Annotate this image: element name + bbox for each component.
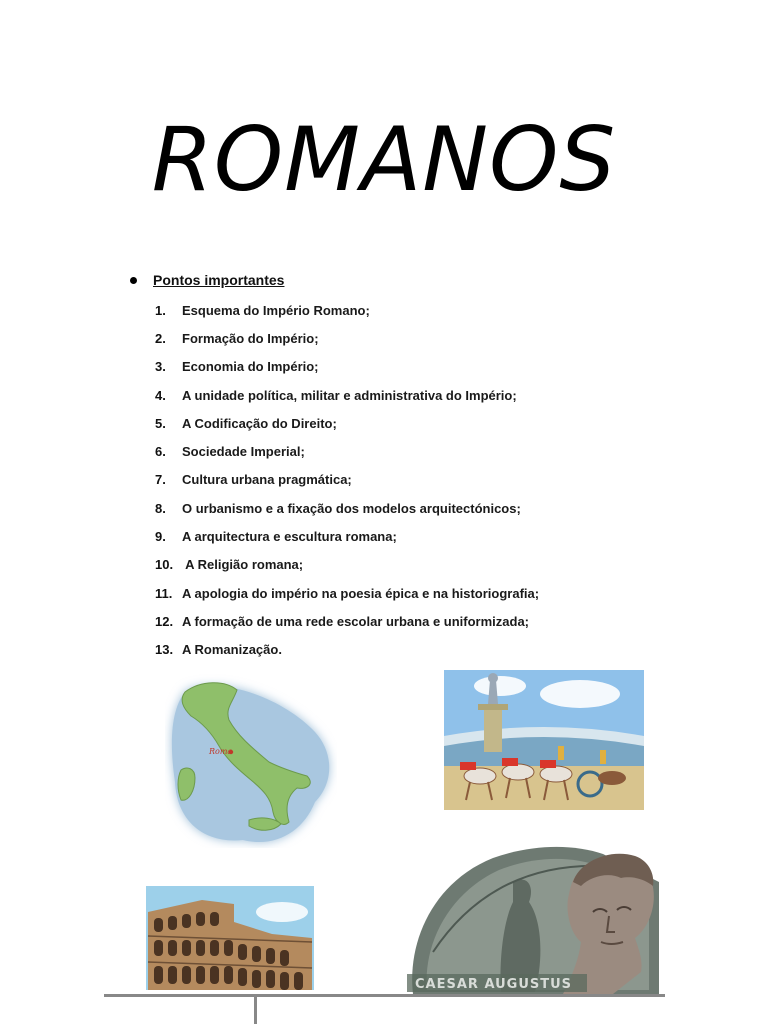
item-text: O urbanismo e a fixação dos modelos arquitectónicos; [182,500,521,516]
caesar-augustus-coin-image [403,842,659,994]
item-text: A formação de uma rede escolar urbana e uniformizada; [182,613,530,629]
topics-list [155,296,539,664]
list-item [155,296,539,324]
item-number: 13. [155,642,174,658]
item-number: 7. [155,472,166,488]
list-item [155,522,539,550]
map-label: Roma [209,747,233,756]
item-text: Esquema do Império Romano; [182,302,370,318]
list-item [155,466,539,494]
item-text: A unidade política, militar e administrativa do Império; [182,387,517,403]
list-item [155,353,539,381]
list-item [155,409,539,437]
item-number: 6. [155,444,166,460]
item-number: 12. [155,613,174,629]
section-bullet [130,272,284,288]
item-text: A Romanização. [182,642,282,658]
list-item [155,381,539,409]
list-item [155,636,539,664]
item-text: Formação do Império; [182,330,319,346]
list-item [155,437,539,465]
document-title: ROMANOS [151,108,617,211]
coin-inscription: CAESAR AUGUSTUS [415,977,573,992]
item-number: 3. [155,359,166,375]
list-item [155,579,539,607]
footer-horizontal-line [104,994,665,997]
item-number: 9. [155,529,166,545]
item-number: 5. [155,415,166,431]
item-text: A apologia do império na poesia épica e na historiografia; [182,585,540,601]
item-text: Cultura urbana pragmática; [182,472,352,488]
list-item [155,324,539,352]
item-number: 8. [155,500,166,516]
chariot-race-image [440,666,648,814]
item-number: 1. [155,302,166,318]
colosseum-image [142,882,318,994]
item-text: Sociedade Imperial; [182,444,305,460]
item-number: 4. [155,387,166,403]
list-item [155,494,539,522]
list-item [155,607,539,635]
section-heading: Pontos importantes [153,272,285,288]
item-text: Economia do Império; [182,359,319,375]
item-number: 2. [155,330,166,346]
item-number: 11. [155,585,173,601]
item-number: 10. [155,557,174,573]
item-text: A Religião romana; [182,557,304,573]
bullet-icon [130,277,137,284]
item-text: A arquitectura e escultura romana; [182,529,397,545]
item-text: A Codificação do Direito; [182,415,337,431]
italy-map-image [165,672,337,848]
list-item [155,551,539,579]
footer-vertical-line [254,996,257,1024]
